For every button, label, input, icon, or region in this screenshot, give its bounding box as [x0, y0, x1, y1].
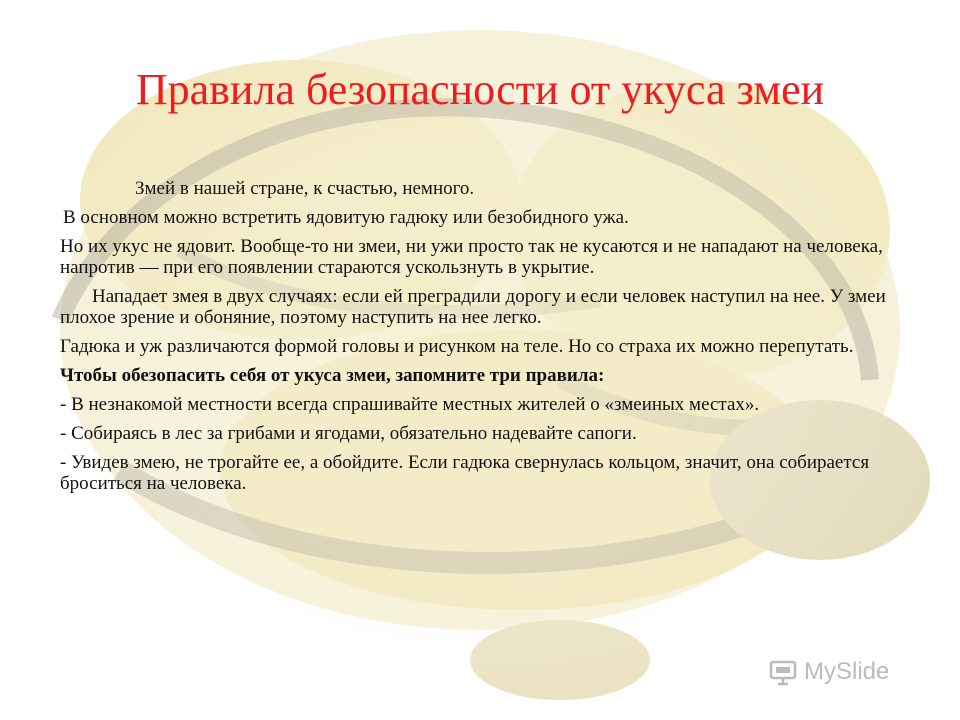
slide-body: [60, 178, 910, 502]
rule-item-1: - В незнакомой местности всегда спрашивайте местных жителей о «змеиных местах».: [60, 394, 760, 415]
paragraph-behavior: Но их укус не ядовит. Вообще-то ни змеи, ни ужи просто так не кусаются и не нападают на человека, напротив — при его появлении стараются ускользнуть в укрытие.: [60, 236, 883, 278]
watermark-text: MySlide: [804, 658, 890, 685]
rule-item-2: - Собираясь в лес за грибами и ягодами, обязательно надевайте сапоги.: [60, 423, 637, 444]
slide-title: Правила безопасности от укуса змеи: [135, 65, 825, 114]
presentation-board-icon: [768, 657, 798, 687]
paragraph-difference: Гадюка и уж различаются формой головы и рисунком на теле. Но со страха их можно перепутать.: [60, 336, 854, 357]
myslide-watermark: [768, 655, 928, 689]
paragraph-species: В основном можно встретить ядовитую гадюку или безобидного ужа.: [63, 207, 629, 228]
paragraph-attack-cases: Нападает змея в двух случаях: если ей преградили дорогу и если человек наступил на нее. У змеи плохое зрение и обоняние, поэтому наступить на нее легко.: [60, 286, 886, 328]
paragraph-intro: Змей в нашей стране, к счастью, немного.: [135, 178, 475, 199]
rule-item-3: - Увидев змею, не трогайте ее, а обойдите. Если гадюка свернулась кольцом, значит, она собирается броситься на человека.: [60, 452, 870, 494]
paragraph-rules-heading: Чтобы обезопасить себя от укуса змеи, запомните три правила:: [60, 365, 605, 386]
